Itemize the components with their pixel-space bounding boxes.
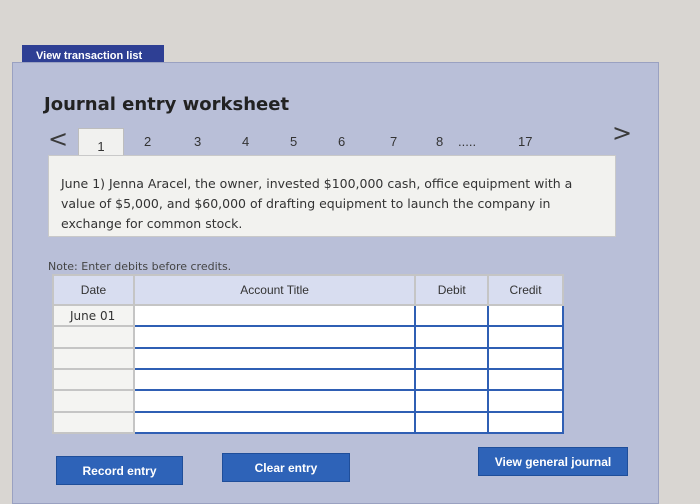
debit-input[interactable]	[415, 369, 488, 390]
account-title-input[interactable]	[134, 348, 415, 369]
header-credit: Credit	[488, 275, 563, 305]
instruction-note: Note: Enter debits before credits.	[48, 260, 232, 273]
account-title-input[interactable]	[134, 369, 415, 390]
table-cell-date	[53, 369, 134, 390]
prev-icon[interactable]: <	[48, 125, 69, 153]
credit-input[interactable]	[488, 412, 563, 433]
debit-input[interactable]	[415, 326, 488, 347]
credit-input[interactable]	[488, 390, 563, 411]
tab-8[interactable]: 8	[436, 134, 444, 149]
table-cell-date: June 01	[53, 305, 134, 326]
tab-7[interactable]: 7	[390, 134, 398, 149]
debit-input[interactable]	[415, 348, 488, 369]
tab-5[interactable]: 5	[290, 134, 298, 149]
tab-ellipsis: .....	[458, 134, 477, 149]
credit-input[interactable]	[488, 369, 563, 390]
transaction-description: June 1) Jenna Aracel, the owner, invested $100,000 cash, office equipment with a value of $5,000, and $60,000 of drafting equipment to launch the company in exchange for common stock.	[48, 155, 616, 237]
tab-2[interactable]: 2	[144, 134, 152, 149]
tab-17[interactable]: 17	[518, 134, 533, 149]
header-account-title: Account Title	[134, 275, 415, 305]
page-title: Journal entry worksheet	[44, 94, 290, 115]
view-general-journal-button[interactable]: View general journal	[478, 447, 628, 476]
tab-4[interactable]: 4	[242, 134, 250, 149]
tab-6[interactable]: 6	[338, 134, 346, 149]
view-transaction-list-button[interactable]: View transaction list	[22, 45, 164, 67]
account-title-input[interactable]	[134, 412, 415, 433]
debit-input[interactable]	[415, 412, 488, 433]
account-title-input[interactable]	[134, 326, 415, 347]
tab-bar	[44, 119, 654, 156]
credit-input[interactable]	[488, 305, 563, 326]
debit-input[interactable]	[415, 305, 488, 326]
table-cell-date	[53, 412, 134, 433]
clear-entry-button[interactable]: Clear entry	[222, 453, 350, 482]
credit-input[interactable]	[488, 348, 563, 369]
credit-input[interactable]	[488, 326, 563, 347]
table-cell-date	[53, 348, 134, 369]
header-date: Date	[53, 275, 134, 305]
table-cell-date	[53, 326, 134, 347]
header-debit: Debit	[415, 275, 488, 305]
account-title-input[interactable]	[134, 390, 415, 411]
debit-input[interactable]	[415, 390, 488, 411]
next-icon[interactable]: >	[612, 119, 633, 147]
journal-table	[52, 274, 564, 434]
tab-3[interactable]: 3	[194, 134, 202, 149]
account-title-input[interactable]	[134, 305, 415, 326]
table-cell-date	[53, 390, 134, 411]
tab-1[interactable]: 1	[78, 128, 124, 158]
record-entry-button[interactable]: Record entry	[56, 456, 183, 485]
